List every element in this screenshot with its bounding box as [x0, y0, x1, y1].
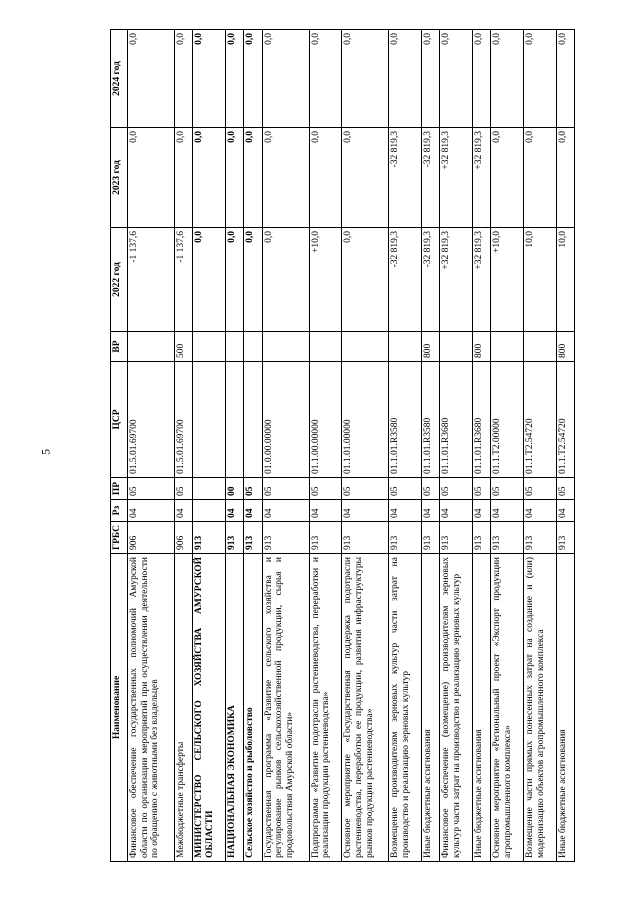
cell-vr — [262, 332, 309, 362]
cell-rz: 04 — [174, 500, 192, 522]
cell-y2022: 0,0 — [244, 228, 262, 332]
cell-name: Возмещение производителям зерновых культур части затрат на производство и реализацию зерновых культур — [389, 554, 422, 862]
cell-csr: 01.1.01.00000 — [342, 362, 389, 478]
cell-grbs: 913 — [523, 522, 556, 554]
cell-grbs: 913 — [491, 522, 524, 554]
cell-name: Возмещение части прямых понесенных затрат на создание и (или) модернизацию объектов агропромышленного комплекса — [523, 554, 556, 862]
cell-vr — [309, 332, 342, 362]
header-2024: 2024 год — [111, 30, 128, 128]
cell-y2023: 0,0 — [262, 128, 309, 228]
budget-table — [110, 29, 575, 862]
cell-name: Основное мероприятие «Региональный проект «Экспорт продукции агропромышленного комплекса» — [491, 554, 524, 862]
cell-rz: 04 — [342, 500, 389, 522]
cell-y2023: -32 819,3 — [389, 128, 422, 228]
cell-csr: 01.5.01.69700 — [174, 362, 192, 478]
cell-y2022: -32 819,3 — [421, 228, 439, 332]
cell-vr: 800 — [472, 332, 490, 362]
cell-y2022: -1 137,6 — [174, 228, 192, 332]
header-row — [111, 30, 128, 862]
cell-y2022: 10,0 — [523, 228, 556, 332]
cell-csr — [225, 362, 243, 478]
cell-y2024: 0,0 — [309, 30, 342, 128]
cell-rz — [193, 500, 226, 522]
cell-y2022: -1 137,6 — [128, 228, 175, 332]
cell-pr: 05 — [389, 478, 422, 500]
cell-y2023: 0,0 — [342, 128, 389, 228]
table-row — [309, 30, 342, 862]
cell-rz: 04 — [421, 500, 439, 522]
cell-grbs: 913 — [440, 522, 473, 554]
cell-rz: 04 — [523, 500, 556, 522]
cell-grbs: 913 — [244, 522, 262, 554]
cell-name: Иные бюджетные ассигнования — [421, 554, 439, 862]
cell-csr: 01.1.01.R3580 — [421, 362, 439, 478]
cell-y2024: 0,0 — [128, 30, 175, 128]
cell-grbs: 906 — [128, 522, 175, 554]
header-pr: ПР — [111, 478, 128, 500]
cell-y2023: -32 819,3 — [421, 128, 439, 228]
cell-rz: 04 — [225, 500, 243, 522]
cell-vr — [128, 332, 175, 362]
cell-y2022: -32 819,3 — [389, 228, 422, 332]
cell-csr: 01.1.T2.54720 — [523, 362, 556, 478]
cell-grbs: 913 — [421, 522, 439, 554]
cell-csr: 01.0.00.00000 — [262, 362, 309, 478]
cell-name: Сельское хозяйство и рыболовство — [244, 554, 262, 862]
cell-y2024: 0,0 — [421, 30, 439, 128]
cell-y2024: 0,0 — [440, 30, 473, 128]
cell-y2023: 0,0 — [193, 128, 226, 228]
cell-vr: 800 — [421, 332, 439, 362]
cell-grbs: 913 — [193, 522, 226, 554]
cell-y2024: 0,0 — [472, 30, 490, 128]
table-row — [244, 30, 262, 862]
cell-grbs: 913 — [389, 522, 422, 554]
table-row — [193, 30, 226, 862]
table-row — [174, 30, 192, 862]
cell-y2022: +32 819,3 — [440, 228, 473, 332]
cell-vr — [193, 332, 226, 362]
cell-y2024: 0,0 — [523, 30, 556, 128]
cell-vr — [342, 332, 389, 362]
cell-csr: 01.1.T2.00000 — [491, 362, 524, 478]
cell-vr — [389, 332, 422, 362]
cell-y2024: 0,0 — [174, 30, 192, 128]
cell-vr — [491, 332, 524, 362]
table-row — [262, 30, 309, 862]
cell-csr — [193, 362, 226, 478]
cell-rz: 04 — [262, 500, 309, 522]
header-2023: 2023 год — [111, 128, 128, 228]
cell-name: Иные бюджетные ассигнования — [472, 554, 490, 862]
cell-y2022: 0,0 — [342, 228, 389, 332]
cell-name: Межбюджетные трансферты — [174, 554, 192, 862]
cell-y2023: +32 819,3 — [440, 128, 473, 228]
cell-y2023: 0,0 — [225, 128, 243, 228]
cell-pr: 05 — [128, 478, 175, 500]
cell-pr: 05 — [440, 478, 473, 500]
cell-pr: 00 — [225, 478, 243, 500]
cell-csr: 01.1.T2.54720 — [556, 362, 574, 478]
cell-y2023: 0,0 — [174, 128, 192, 228]
header-csr: ЦСР — [111, 362, 128, 478]
cell-pr: 05 — [309, 478, 342, 500]
cell-csr: 01.1.01.R3680 — [472, 362, 490, 478]
table-row — [491, 30, 524, 862]
cell-y2024: 0,0 — [193, 30, 226, 128]
cell-pr: 05 — [174, 478, 192, 500]
table-row — [472, 30, 490, 862]
cell-rz: 04 — [440, 500, 473, 522]
cell-name: МИНИСТЕРСТВО СЕЛЬСКОГО ХОЗЯЙСТВА АМУРСКОЙ ОБЛАСТИ — [193, 554, 226, 862]
table-row — [523, 30, 556, 862]
cell-csr: 01.1.00.00000 — [309, 362, 342, 478]
cell-rz: 04 — [309, 500, 342, 522]
cell-rz: 04 — [491, 500, 524, 522]
cell-grbs: 906 — [174, 522, 192, 554]
cell-pr: 05 — [244, 478, 262, 500]
cell-grbs: 913 — [309, 522, 342, 554]
cell-y2022: +10,0 — [491, 228, 524, 332]
cell-y2024: 0,0 — [342, 30, 389, 128]
cell-y2023: +32 819,3 — [472, 128, 490, 228]
cell-csr: 01.5.01.69700 — [128, 362, 175, 478]
cell-csr: 01.1.01.R3680 — [440, 362, 473, 478]
cell-rz: 04 — [556, 500, 574, 522]
rotated-table-container — [110, 30, 575, 862]
cell-grbs: 913 — [472, 522, 490, 554]
cell-name: Финансовое обеспечение государственных полномочий Амурской области по организации мероприятий при осуществлении деятельности по обращению с животными без владельцев — [128, 554, 175, 862]
table-row — [389, 30, 422, 862]
cell-y2024: 0,0 — [262, 30, 309, 128]
cell-grbs: 913 — [342, 522, 389, 554]
cell-name: Финансовое обеспечение (возмещение) производителям зерновых культур части затрат на производство и реализацию зерновых культур — [440, 554, 473, 862]
cell-y2023: 0,0 — [491, 128, 524, 228]
cell-y2024: 0,0 — [491, 30, 524, 128]
cell-y2024: 0,0 — [389, 30, 422, 128]
cell-pr: 05 — [421, 478, 439, 500]
cell-name: Государственная программа «Развитие сельского хозяйства и регулирование рынков сельскохозяйственной продукции, сырья и продовольствия Амурской области» — [262, 554, 309, 862]
cell-pr — [193, 478, 226, 500]
cell-y2024: 0,0 — [225, 30, 243, 128]
table-row — [556, 30, 574, 862]
cell-y2022: 0,0 — [225, 228, 243, 332]
cell-name: НАЦИОНАЛЬНАЯ ЭКОНОМИКА — [225, 554, 243, 862]
cell-vr: 800 — [556, 332, 574, 362]
cell-y2022: 10,0 — [556, 228, 574, 332]
cell-grbs: 913 — [225, 522, 243, 554]
cell-pr: 05 — [523, 478, 556, 500]
cell-vr — [244, 332, 262, 362]
header-rz: Рз — [111, 500, 128, 522]
cell-y2024: 0,0 — [556, 30, 574, 128]
table-body — [128, 30, 575, 862]
cell-y2024: 0,0 — [244, 30, 262, 128]
cell-vr: 500 — [174, 332, 192, 362]
cell-y2022: +10,0 — [309, 228, 342, 332]
page-number: 5 — [38, 449, 53, 455]
header-vr: ВР — [111, 332, 128, 362]
table-row — [342, 30, 389, 862]
cell-pr: 05 — [342, 478, 389, 500]
cell-name: Подпрограмма «Развитие подотрасли растениеводства, переработки и реализации продукции растениеводства» — [309, 554, 342, 862]
cell-y2023: 0,0 — [128, 128, 175, 228]
header-name: Наименование — [111, 554, 128, 862]
header-grbs: ГРБС — [111, 522, 128, 554]
table-row — [421, 30, 439, 862]
cell-pr: 05 — [491, 478, 524, 500]
cell-rz: 04 — [128, 500, 175, 522]
cell-y2022: 0,0 — [262, 228, 309, 332]
cell-y2022: +32 819,3 — [472, 228, 490, 332]
table-row — [440, 30, 473, 862]
cell-name: Основное мероприятие «Государственная поддержка подотрасли растениеводства, переработки ее продукции, развития инфраструктуры рынков продукции растениеводства» — [342, 554, 389, 862]
cell-pr: 05 — [472, 478, 490, 500]
cell-y2023: 0,0 — [309, 128, 342, 228]
cell-rz: 04 — [472, 500, 490, 522]
table-row — [225, 30, 243, 862]
cell-rz: 04 — [389, 500, 422, 522]
cell-vr — [523, 332, 556, 362]
cell-grbs: 913 — [262, 522, 309, 554]
cell-y2023: 0,0 — [556, 128, 574, 228]
cell-rz: 04 — [244, 500, 262, 522]
cell-grbs: 913 — [556, 522, 574, 554]
cell-pr: 05 — [556, 478, 574, 500]
cell-csr — [244, 362, 262, 478]
cell-csr: 01.1.01.R3580 — [389, 362, 422, 478]
header-2022: 2022 год — [111, 228, 128, 332]
cell-y2023: 0,0 — [523, 128, 556, 228]
cell-pr: 05 — [262, 478, 309, 500]
cell-name: Иные бюджетные ассигнования — [556, 554, 574, 862]
cell-y2023: 0,0 — [244, 128, 262, 228]
table-row — [128, 30, 175, 862]
cell-vr — [225, 332, 243, 362]
cell-vr — [440, 332, 473, 362]
cell-y2022: 0,0 — [193, 228, 226, 332]
